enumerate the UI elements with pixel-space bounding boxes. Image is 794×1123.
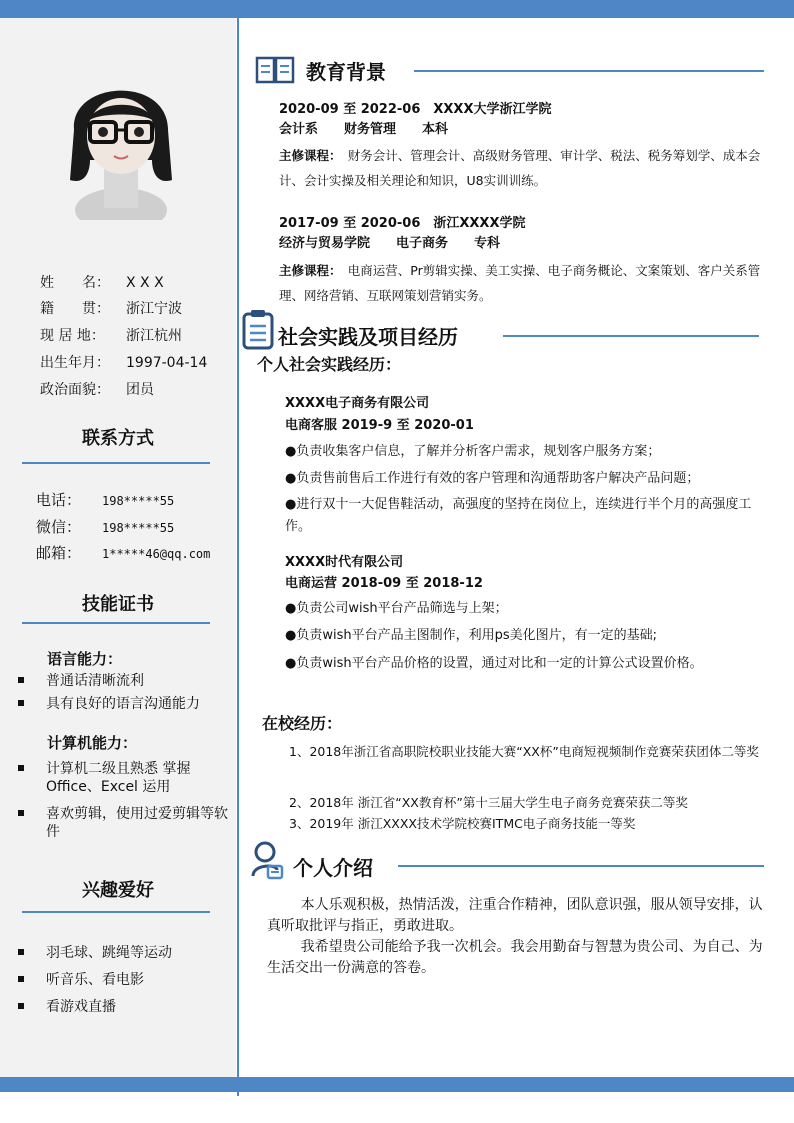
contact-heading: 联系方式 [82,428,154,449]
job-company: XXXX电子商务有限公司 [285,396,430,411]
info-residence [40,326,182,346]
job-role: 电商运营 2018-09 至 2018-12 [285,576,483,591]
bullet-icon [18,976,24,982]
list-item: 羽毛球、跳绳等运动 [18,944,230,962]
info-label: 政治面貌： [40,382,110,398]
bullet-icon [18,1003,24,1009]
hobbies-rule [22,911,210,913]
intro-paragraph: 我希望贵公司能给予我一次机会。我会用勤奋与智慧为贵公司、为自己、为生活交出一份满意的答卷。 [267,939,763,976]
intro-paragraph: 本人乐观积极，热情活泼，注重合作精神，团队意识强，服从领导安排，认真听取批评与指正，勇敢进取。 [267,897,763,934]
bullet-icon [18,810,24,816]
edu-line2: 经济与贸易学院 电子商务 专科 [279,236,501,251]
education-rule [414,70,764,72]
info-birth [40,353,207,373]
skills-heading: 技能证书 [82,594,154,615]
job-role: 电商客服 2019-9 至 2020-01 [285,418,474,433]
practice-title: 社会实践及项目经历 [278,325,458,349]
edu-line1: 2017-09 至 2020-06 浙江XXXX学院 [279,216,526,231]
school-item: 1、2018年浙江省高职院校职业技能大赛“XX杯”电商短视频制作竞赛荣获团体二等奖 [289,744,759,759]
info-label: 现 居 地： [40,328,105,344]
intro-rule [398,865,764,867]
edu-line1: 2020-09 至 2022-06 XXXX大学浙江学院 [279,102,552,117]
clipboard-icon [241,308,275,350]
list-item: 看游戏直播 [18,998,230,1016]
job-duty: ●进行双十一大促售鞋活动，高强度的坚持在岗位上，连续进行半个月的高强度工作。 [285,497,752,534]
course-text: 财务会计、管理会计、高级财务管理、审计学、税法、税务筹划学、成本会计、会计实操及相关理论和知识，U8实训训练。 [279,148,761,188]
contact-value: 198*****55 [102,521,175,535]
skills-rule [22,622,210,624]
avatar [56,60,186,220]
practice-rule [503,335,759,337]
vertical-divider [237,18,239,1096]
school-item: 3、2019年 浙江XXXX技术学院校赛ITMC电子商务技能一等奖 [289,816,636,831]
course-label: 主修课程： [279,263,336,278]
book-icon [255,54,295,84]
intro-title: 个人介绍 [293,856,373,880]
contact-value: 1*****46@qq.com [102,547,211,561]
info-label: 姓 名： [40,275,110,291]
school-title: 在校经历： [262,714,343,733]
bullet-icon [18,677,24,683]
language-title: 语言能力： [47,650,123,668]
course-text: 电商运营、Pr剪辑实操、美工实操、电子商务概论、文案策划、客户关系管理、网络营销、互联网策划营销实务。 [279,263,761,303]
job-duty: ●负责收集客户信息，了解并分析客户需求，规划客户服务方案； [285,444,661,459]
info-value: 团员 [126,382,154,398]
education-title: 教育背景 [306,60,386,84]
info-value: 浙江宁波 [126,301,182,317]
contact-label: 电话： [36,491,82,509]
info-label: 出生年月： [40,355,110,371]
bullet-icon [18,765,24,771]
job-duty: ●负责wish平台产品价格的设置，通过对比和一定的计算公式设置价格。 [285,656,703,671]
contact-phone [36,490,174,510]
info-name [40,273,164,293]
list-item: 喜欢剪辑，使用过爱剪辑等软件 [18,805,230,841]
course-label: 主修课程： [279,148,336,163]
contact-email [36,543,210,563]
info-value: 1997-04-14 [126,355,208,371]
bullet-icon [18,949,24,955]
practice-subtitle: 个人社会实践经历： [257,355,402,374]
contact-value: 198*****55 [102,494,175,508]
job-duty: ●负责公司wish平台产品筛选与上架； [285,601,508,616]
school-item: 2、2018年 浙江省“XX教育杯”第十三届大学生电子商务竞赛荣获二等奖 [289,795,688,810]
computer-title: 计算机能力： [47,734,138,752]
list-item: 具有良好的语言沟通能力 [18,695,230,713]
info-value: 浙江杭州 [126,328,182,344]
info-hometown [40,299,182,319]
info-value: X X X [126,275,164,291]
list-item: 计算机二级且熟悉 掌握 Office、Excel 运用 [18,760,230,796]
edu-courses [279,143,769,193]
job-company: XXXX时代有限公司 [285,555,404,570]
contact-rule [22,462,210,464]
bullet-icon [18,700,24,706]
edu-courses [279,258,769,308]
bottom-accent-bar [0,1077,794,1092]
edu-line2: 会计系 财务管理 本科 [279,122,449,137]
top-accent-bar [0,0,794,18]
job-duty: ●负责wish平台产品主图制作，利用ps美化图片，有一定的基础; [285,628,658,643]
job-duty: ●负责售前售后工作进行有效的客户管理和沟通帮助客户解决产品问题； [285,471,700,486]
list-item: 听音乐、看电影 [18,971,230,989]
contact-wechat [36,517,174,537]
person-icon [250,840,284,880]
info-politics [40,380,154,400]
contact-label: 邮箱： [36,544,82,562]
info-label: 籍 贯： [40,301,110,317]
list-item: 普通话清晰流利 [18,672,230,690]
hobbies-heading: 兴趣爱好 [82,880,154,901]
contact-label: 微信： [36,518,82,536]
